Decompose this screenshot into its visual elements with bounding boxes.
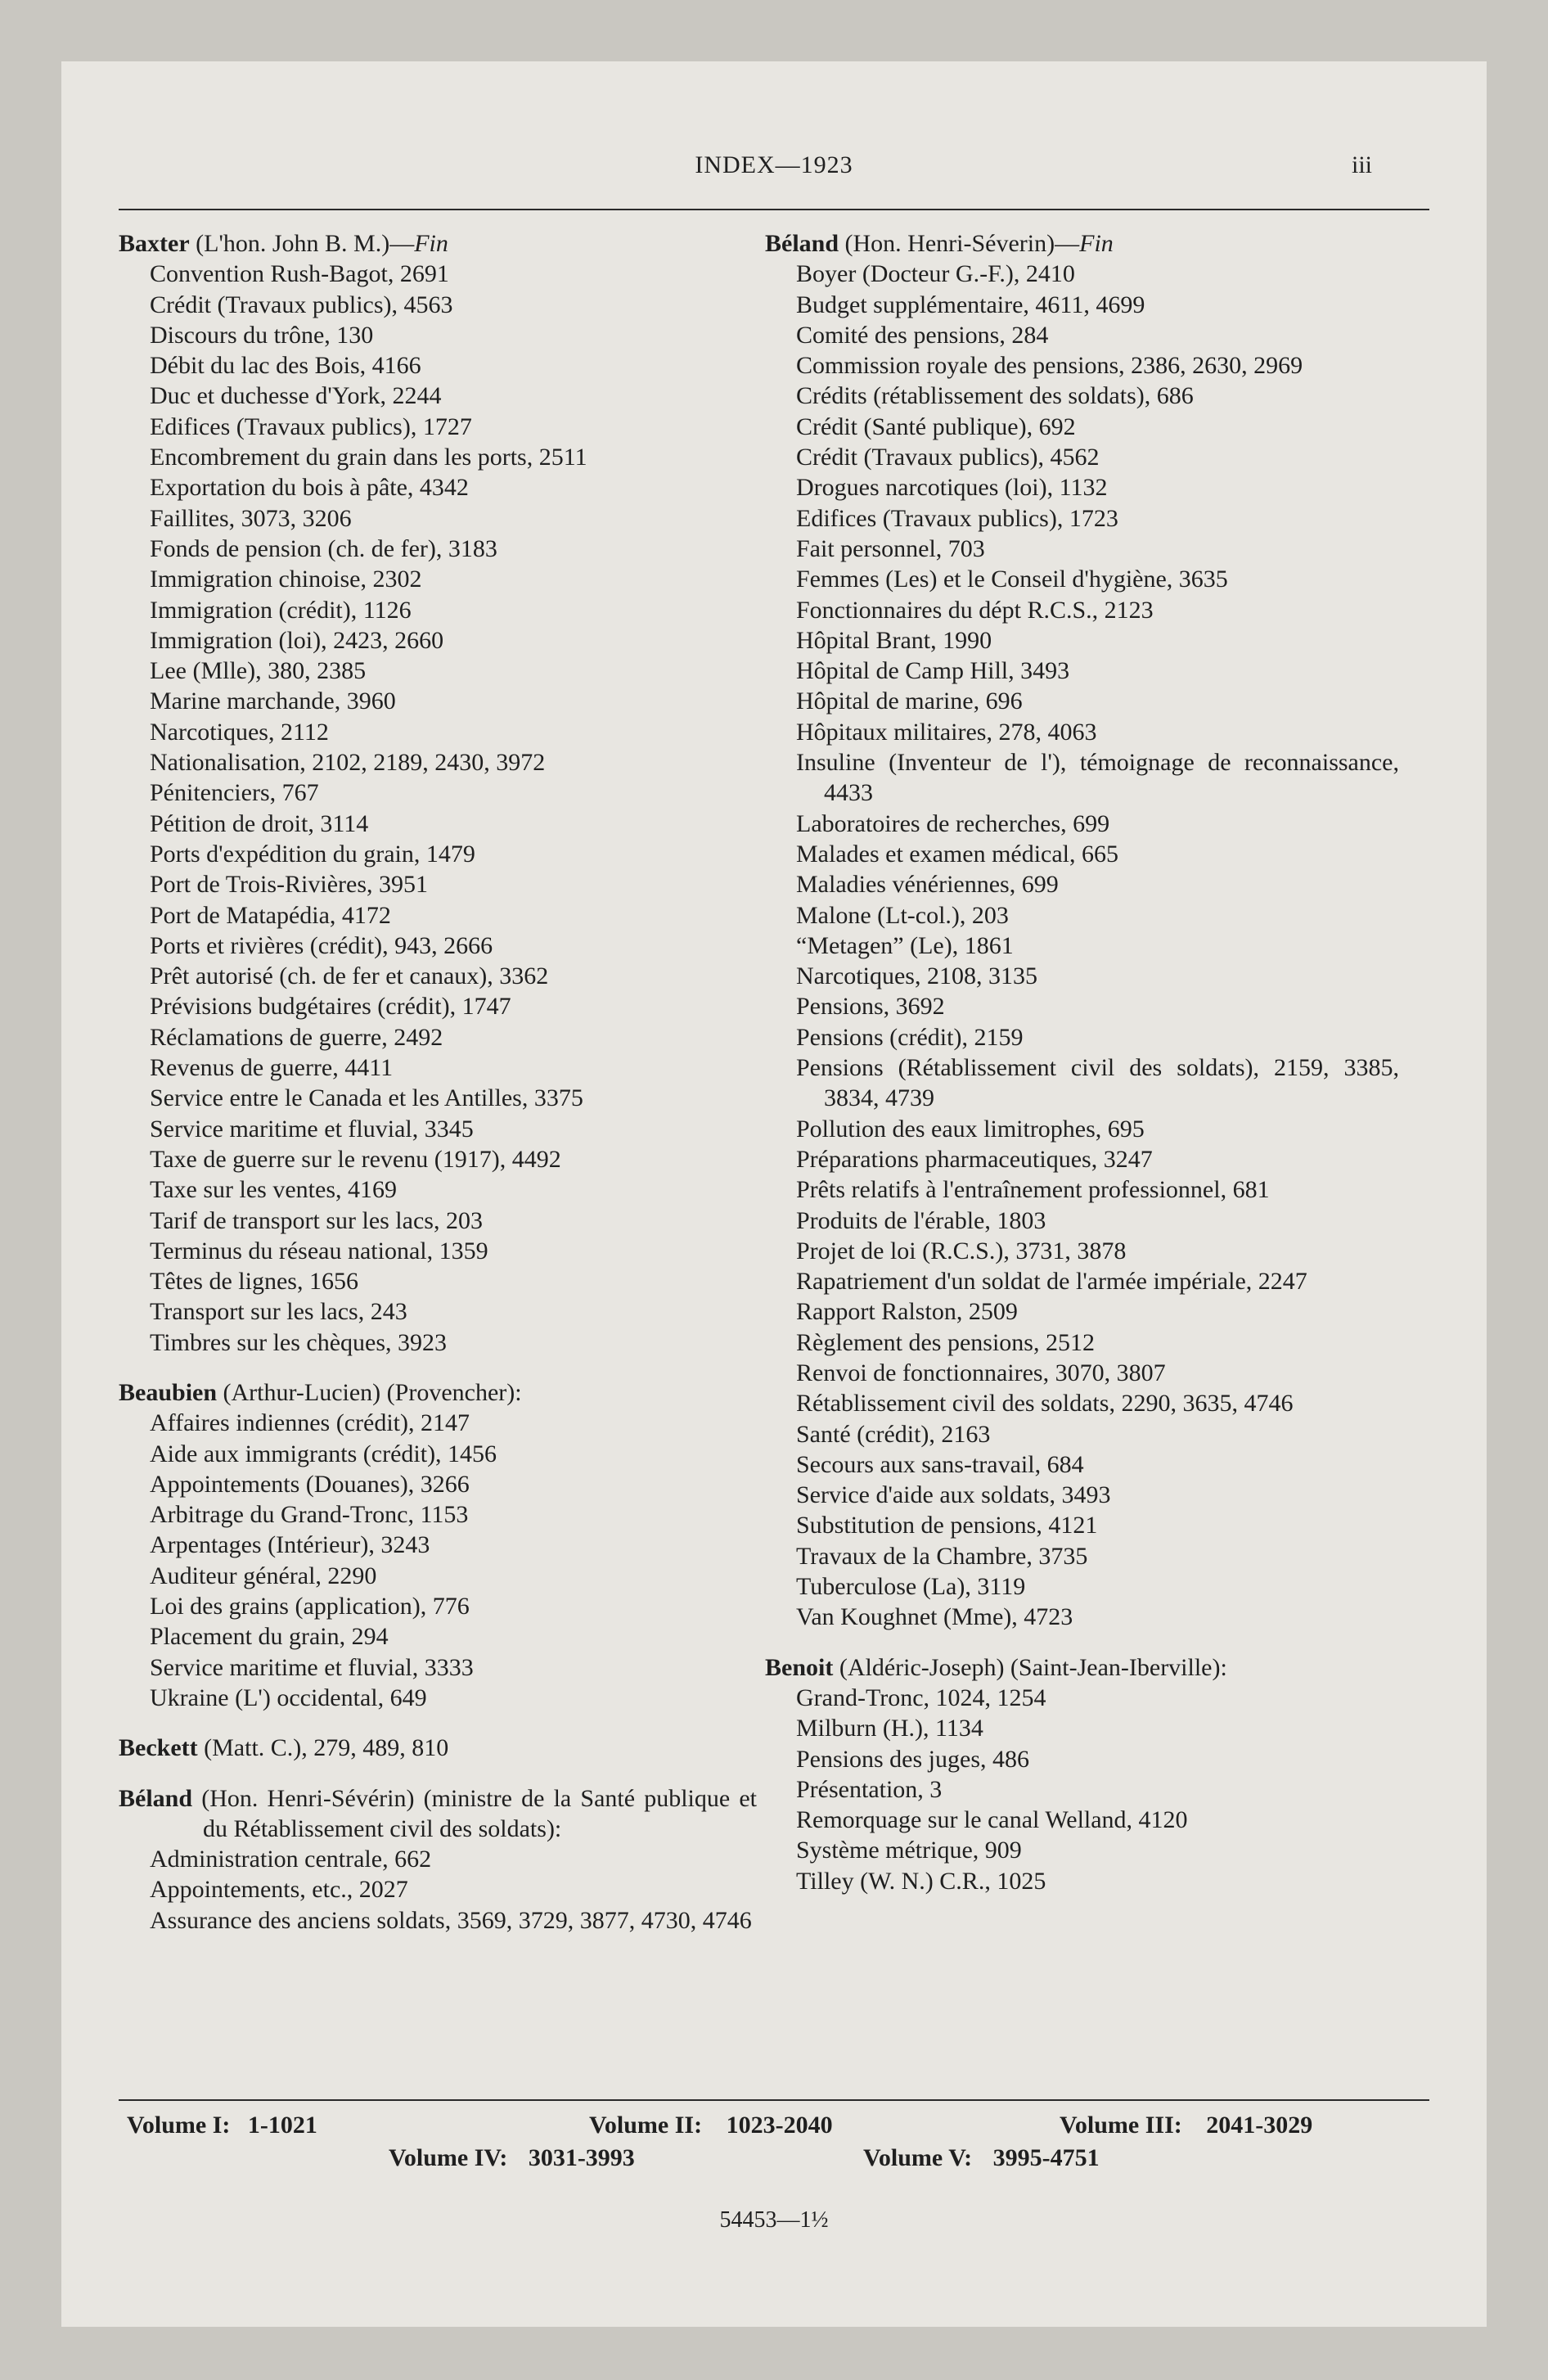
index-entry: Tilley (W. N.) C.R., 1025 [796,1867,1046,1895]
volume-entry [863,2144,1100,2172]
index-entry: Drogues narcotiques (loi), 1132 [796,474,1108,502]
index-entry: Discours du trône, 130 [150,321,374,349]
volume-entry [127,2112,317,2139]
index-entry: Fait personnel, 703 [796,534,985,562]
index-entry: Produits de l'érable, 1803 [796,1206,1046,1234]
heading-detail: (Matt. C.), 279, 489, 810 [204,1734,449,1762]
index-entry: Comité des pensions, 284 [796,321,1049,349]
index-group [119,1783,757,1936]
index-entry: Débit du lac des Bois, 4166 [150,352,421,380]
index-entry: Service entre le Canada et les Antilles, 3375 [150,1084,583,1112]
index-entry: Service maritime et fluvial, 3333 [150,1653,474,1681]
index-entry: Assurance des anciens soldats, 3569, 3729, 3877, 4730, 4746 [150,1906,752,1934]
index-entry: Loi des grains (application), 776 [150,1593,470,1620]
index-group [119,1377,757,1713]
index-entry: Transport sur les lacs, 243 [150,1298,407,1326]
index-entry: Revenus de guerre, 4411 [150,1054,394,1082]
index-entry: Edifices (Travaux publics), 1723 [796,504,1118,532]
heading-continued: Fin [1079,230,1114,257]
index-column-left [119,228,757,1936]
heading-name: Baxter [119,230,190,257]
index-entry: Encombrement du grain dans les ports, 2511 [150,444,587,471]
index-entry: Immigration (loi), 2423, 2660 [150,626,444,654]
index-entry: Prêt autorisé (ch. de fer et canaux), 3362 [150,962,549,990]
index-entry: Service d'aide aux soldats, 3493 [796,1481,1111,1509]
index-entry: Rapport Ralston, 2509 [796,1298,1018,1326]
index-group [119,1733,757,1763]
index-entry: Maladies vénériennes, 699 [796,871,1059,899]
index-heading [765,1652,1399,1683]
index-entry: Tuberculose (La), 3119 [796,1573,1026,1601]
group-spacer [765,1633,1399,1652]
volume-label: Volume V: [863,2144,973,2171]
page-title: INDEX—1923 [695,151,853,178]
index-entry: Van Koughnet (Mme), 4723 [796,1603,1073,1631]
heading-name: Béland [765,230,839,257]
index-group [765,228,1399,1633]
heading-detail: (Arthur-Lucien) (Provencher): [223,1378,522,1406]
index-group [119,228,757,1358]
index-entry: Crédit (Travaux publics), 4563 [150,291,453,318]
index-entry: Système métrique, 909 [796,1837,1022,1864]
index-entry: Budget supplémentaire, 4611, 4699 [796,291,1145,318]
index-entry: Exportation du bois à pâte, 4342 [150,474,469,502]
index-entry: Administration centrale, 662 [150,1846,432,1873]
heading-name: Béland [119,1784,193,1812]
index-entry: Grand-Tronc, 1024, 1254 [796,1684,1046,1711]
index-entry: Arpentages (Intérieur), 3243 [150,1531,430,1559]
index-heading [765,228,1399,259]
index-entry: Placement du grain, 294 [150,1623,389,1651]
index-entry: Service maritime et fluvial, 3345 [150,1115,474,1143]
index-entry: Présentation, 3 [796,1775,943,1803]
group-spacer [119,1713,757,1733]
index-entry: Règlement des pensions, 2512 [796,1328,1095,1356]
index-entry: Appointements (Douanes), 3266 [150,1470,470,1498]
index-entry: Crédit (Santé publique), 692 [796,412,1076,440]
index-entry: Travaux de la Chambre, 3735 [796,1542,1088,1570]
index-entry: Pensions (Rétablissement civil des soldats), 2159, 3385, 3834, 4739 [796,1054,1399,1112]
index-entry: Convention Rush-Bagot, 2691 [150,260,449,288]
index-entry: Aide aux immigrants (crédit), 1456 [150,1440,497,1467]
index-entry: Femmes (Les) et le Conseil d'hygiène, 3635 [796,566,1228,593]
index-entry: Tarif de transport sur les lacs, 203 [150,1206,483,1234]
index-group [765,1652,1399,1896]
index-column-right [765,228,1399,1896]
heading-detail: (Hon. Henri-Séverin)— [844,230,1080,257]
index-entry: Taxe sur les ventes, 4169 [150,1176,397,1204]
index-entry: Pensions, 3692 [796,993,945,1021]
group-spacer [119,1358,757,1377]
index-entry: Hôpitaux militaires, 278, 4063 [796,718,1097,746]
index-heading [119,1783,757,1845]
index-entry: Narcotiques, 2112 [150,718,329,746]
index-entry: Lee (Mlle), 380, 2385 [150,657,367,685]
index-entry: Taxe de guerre sur le revenu (1917), 4492 [150,1145,561,1173]
index-entry: Milburn (H.), 1134 [796,1715,983,1742]
volume-range: 3995-4751 [992,2144,1100,2171]
index-entry: Hôpital de marine, 696 [796,687,1023,715]
index-entry: Fonctionnaires du dépt R.C.S., 2123 [796,596,1154,624]
heading-detail: (L'hon. John B. M.)— [196,230,415,257]
index-entry: Fonds de pension (ch. de fer), 3183 [150,534,497,562]
index-heading [119,1377,757,1408]
index-entry: Commission royale des pensions, 2386, 2630, 2969 [796,352,1303,380]
index-entry: Pétition de droit, 3114 [150,809,369,837]
index-entry: Ports et rivières (crédit), 943, 2666 [150,931,493,959]
heading-name: Benoit [765,1653,834,1681]
index-entry: Arbitrage du Grand-Tronc, 1153 [150,1501,469,1529]
volume-range: 1-1021 [247,2112,317,2139]
index-entry: Malades et examen médical, 665 [796,840,1119,868]
index-entry: Marine marchande, 3960 [150,687,396,715]
page-number: iii [1351,151,1372,178]
index-heading [119,228,757,259]
index-heading [119,1733,757,1763]
index-entry: Pénitenciers, 767 [150,779,319,807]
heading-detail: (Hon. Henri-Sévérin) (ministre de la Santé publique et du Rétablissement civil des soldats): [201,1784,757,1842]
index-entry: Laboratoires de recherches, 699 [796,809,1110,837]
footer-rule [119,2099,1429,2101]
index-entry: Préparations pharmaceutiques, 3247 [796,1145,1153,1173]
index-entry: Insuline (Inventeur de l'), témoignage de reconnaissance, 4433 [796,749,1399,807]
running-head [176,151,1372,184]
heading-name: Beaubien [119,1378,218,1406]
volume-range: 2041-3029 [1206,2112,1313,2139]
heading-detail: (Aldéric-Joseph) (Saint-Jean-Iberville): [839,1653,1227,1681]
print-code: 54453—1½ [719,2207,829,2233]
volume-label: Volume III: [1060,2112,1182,2139]
volume-label: Volume I: [127,2112,231,2139]
index-entry: Pensions des juges, 486 [796,1745,1029,1773]
index-entry: Duc et duchesse d'York, 2244 [150,382,442,410]
index-entry: Nationalisation, 2102, 2189, 2430, 3972 [150,749,546,777]
index-entry: Boyer (Docteur G.-F.), 2410 [796,260,1075,288]
index-entry: Têtes de lignes, 1656 [150,1268,358,1296]
group-spacer [119,1764,757,1783]
volume-label: Volume II: [589,2112,703,2139]
index-entry: Prêts relatifs à l'entraînement professionnel, 681 [796,1176,1270,1204]
index-entry: Rapatriement d'un soldat de l'armée impériale, 2247 [796,1268,1307,1296]
volume-entry [389,2144,635,2172]
index-entry: Hôpital de Camp Hill, 3493 [796,657,1070,685]
index-entry: “Metagen” (Le), 1861 [796,931,1014,959]
index-entry: Faillites, 3073, 3206 [150,504,352,532]
index-entry: Ports d'expédition du grain, 1479 [150,840,475,868]
index-entry: Edifices (Travaux publics), 1727 [150,412,472,440]
volume-range: 3031-3993 [528,2144,635,2171]
index-entry: Crédit (Travaux publics), 4562 [796,444,1100,471]
index-entry: Auditeur général, 2290 [150,1562,377,1589]
index-entry: Substitution de pensions, 4121 [796,1512,1098,1539]
index-entry: Immigration chinoise, 2302 [150,566,422,593]
volume-entry [589,2112,833,2139]
index-entry: Hôpital Brant, 1990 [796,626,992,654]
volume-range: 1023-2040 [726,2112,833,2139]
index-entry: Projet de loi (R.C.S.), 3731, 3878 [796,1237,1127,1264]
index-entry: Malone (Lt-col.), 203 [796,901,1009,929]
index-entry: Affaires indiennes (crédit), 2147 [150,1409,470,1437]
heading-name: Beckett [119,1734,198,1762]
index-entry: Pollution des eaux limitrophes, 695 [796,1115,1145,1143]
index-entry: Narcotiques, 2108, 3135 [796,962,1037,990]
index-entry: Santé (crédit), 2163 [796,1420,991,1448]
index-entry: Crédits (rétablissement des soldats), 686 [796,382,1194,410]
index-entry: Timbres sur les chèques, 3923 [150,1328,448,1356]
header-rule [119,209,1429,210]
index-entry: Prévisions budgétaires (crédit), 1747 [150,993,511,1021]
index-entry: Immigration (crédit), 1126 [150,596,412,624]
index-entry: Ukraine (L') occidental, 649 [150,1684,427,1711]
index-entry: Remorquage sur le canal Welland, 4120 [796,1806,1188,1834]
index-entry: Appointements, etc., 2027 [150,1876,408,1904]
heading-continued: Fin [414,230,448,257]
index-entry: Port de Trois-Rivières, 3951 [150,871,429,899]
index-entry: Pensions (crédit), 2159 [796,1023,1024,1051]
volume-label: Volume IV: [389,2144,508,2171]
index-entry: Secours aux sans-travail, 684 [796,1450,1084,1478]
index-entry: Port de Matapédia, 4172 [150,901,391,929]
index-entry: Terminus du réseau national, 1359 [150,1237,488,1264]
volume-entry [1060,2112,1312,2139]
index-entry: Rétablissement civil des soldats, 2290, 3635, 4746 [796,1390,1294,1418]
index-page [61,61,1487,2327]
index-entry: Réclamations de guerre, 2492 [150,1023,443,1051]
index-entry: Renvoi de fonctionnaires, 3070, 3807 [796,1359,1166,1386]
